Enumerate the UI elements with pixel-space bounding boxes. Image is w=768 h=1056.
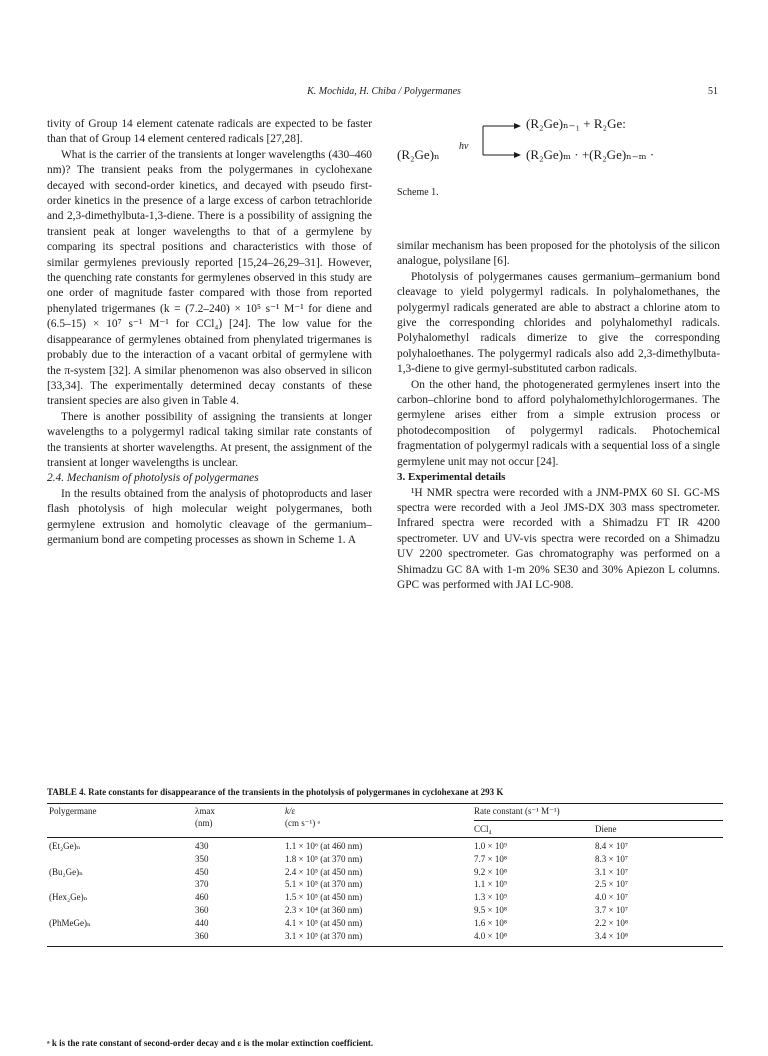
table-cell-diene: 3.7 × 10⁷ bbox=[595, 905, 628, 915]
table-cell-polygermane: (Hex₂Ge)ₙ bbox=[49, 892, 88, 903]
table-cell-polygermane: (Bu₂Ge)ₙ bbox=[49, 866, 84, 877]
table-cell-ccl4: 9.2 × 10⁸ bbox=[474, 866, 507, 877]
table-cell-ke: 1.5 × 10⁵ (at 450 nm) bbox=[285, 892, 363, 903]
header-ke-unit: (cm s⁻¹) ᵃ bbox=[285, 818, 320, 828]
table-cell-polygermane: (Et₂Ge)ₙ bbox=[49, 841, 81, 851]
reaction-scheme bbox=[397, 113, 727, 228]
table-cell-lambda: 360 bbox=[195, 930, 209, 941]
section-title: 3. Experimental details bbox=[397, 471, 506, 484]
paragraph: In the results obtained from the analysis of photoproducts and laser flash photolysis of high molecular weight polygermanes, both germylene extrusion and homolytic cleavage of the germanium–germanium bond are competing processes as shown in Scheme 1. A bbox=[47, 487, 372, 546]
paragraph: Photolysis of polygermanes causes germanium–germanium bond cleavage to yield polygermyl radicals. In polyhalomethanes, the polygermyl radicals generated are able to abstract a chlorine atom to give the corresponding chlorides and polyhalomethyl radicals. Polyhalomethyl radicals dimerize to give the corresponding polyhaloethanes. The polygermyl radicals also add 2,3-dimethylbuta-1,3-diene to give germyl-substituted carbon radicals. bbox=[397, 270, 720, 376]
table-cell-lambda: 450 bbox=[195, 866, 209, 877]
table-bottom-rule bbox=[47, 946, 723, 947]
table-cell-diene: 3.4 × 10⁸ bbox=[595, 930, 628, 941]
scheme-label: Scheme 1. bbox=[397, 187, 439, 198]
right-column bbox=[397, 239, 720, 593]
rate-constant-rule bbox=[474, 820, 723, 821]
table-cell-diene: 2.2 × 10⁸ bbox=[595, 917, 628, 928]
table-cell-lambda: 460 bbox=[195, 892, 209, 903]
table-cell-lambda: 350 bbox=[195, 853, 209, 864]
table-cell-diene: 8.4 × 10⁷ bbox=[595, 841, 628, 851]
table-header-rule bbox=[47, 837, 723, 838]
running-head: K. Mochida, H. Chiba / Polygermanes bbox=[307, 86, 461, 97]
header-rate-constant: Rate constant (s⁻¹ M⁻¹) bbox=[474, 806, 560, 816]
left-column bbox=[47, 117, 372, 548]
table-caption: TABLE 4. Rate constants for disappearance of the transients in the photolysis of polygermanes in cyclohexane at 293 K bbox=[47, 787, 504, 797]
table-cell-diene: 3.1 × 10⁷ bbox=[595, 866, 628, 877]
paragraph: ¹H NMR spectra were recorded with a JNM-PMX 60 SI. GC-MS spectra were recorded with a Jeol JMS-DX 303 mass spectrometer. Infrared spectra were recorded with a Shimadzu FT IR 4200 spectrometer. UV and UV-vis spectra were recorded on a Shimadzu UV 2200 spectrometer. Gas chromatography was performed on a Shimadzu GC 8A with 1-m 20% SE30 and 30% Apiezon L columns. GPC was performed with JAI LC-908. bbox=[397, 486, 720, 591]
table-cell-ccl4: 7.7 × 10⁸ bbox=[474, 853, 507, 864]
paragraph: What is the carrier of the transients at longer wavelengths (430–460 nm)? The transient peaks from the polygermanes in cyclohexane decayed with second-order kinetics, and decayed with pseudo first-order kinetics in the presence of a large excess of carbon tetrachloride and 2,3-dimethylbuta-1,3-diene. There is a possibility of assigning the transient peak at longer wavelengths to that of a germylene by comparing its spectral positions and characteristics with those of similar germylenes previously reported [15,24–26,29–31]. However, the quenching rate constants for germylenes observed in this study are one order of magnitude faster compared with those from reported phenylated trigermanes (k = (7.2–240) × 10⁵ s⁻¹ M⁻¹ for diene and (6.5–15) × 10⁷ s⁻¹ M⁻¹ for CCl₄) [24]. The low value for the disappearance of germylenes obtained from phenylated trigermanes is probably due to the interaction of a vacant orbital of germylene with the π-system [32]. A similar phenomenon was also observed in silicon [33,34]. The experimentally determined decay constants of these transient species are also given in Table 4. bbox=[47, 148, 372, 408]
header-ke: k/ε bbox=[285, 806, 296, 816]
table-cell-lambda: 370 bbox=[195, 879, 209, 890]
table-cell-ke: 1.1 × 10⁶ (at 460 nm) bbox=[285, 841, 363, 851]
table-cell-polygermane: (PhMeGe)ₙ bbox=[49, 917, 91, 928]
paragraph: There is another possibility of assigning the transients at longer wavelengths to a polygermyl radical taking similar rate constants of the transients at shorter wavelengths. At present, the assignment of the transient at longer wavelengths is unclear. bbox=[47, 410, 372, 469]
scheme-reactant: (R₂Ge)ₙ bbox=[397, 147, 440, 162]
scheme-product-upper: (R₂Ge)ₙ₋₁ + R₂Ge: bbox=[526, 116, 626, 131]
table-cell-ke: 2.3 × 10⁴ (at 360 nm) bbox=[285, 905, 363, 915]
hv-label: hν bbox=[459, 141, 469, 152]
table-footnote: ᵃ k is the rate constant of second-order decay and ε is the molar extinction coefficient. bbox=[47, 1038, 374, 1048]
subsection-title: 2.4. Mechanism of photolysis of polygermanes bbox=[47, 472, 259, 485]
table-cell-ccl4: 4.0 × 10⁸ bbox=[474, 930, 507, 941]
header-ccl4: CCl₄ bbox=[474, 824, 492, 834]
table-cell-lambda: 360 bbox=[195, 905, 209, 915]
table-cell-ke: 3.1 × 10⁵ (at 370 nm) bbox=[285, 930, 363, 941]
header-lambda-unit: (nm) bbox=[195, 818, 213, 828]
table-cell-diene: 8.3 × 10⁷ bbox=[595, 853, 628, 864]
paragraph: similar mechanism has been proposed for the photolysis of the silicon analogue, polysilane [6]. bbox=[397, 240, 720, 268]
table-cell-ccl4: 1.0 × 10⁹ bbox=[474, 841, 507, 851]
header-polygermane: Polygermane bbox=[49, 806, 97, 816]
page-number: 51 bbox=[708, 86, 718, 97]
table-cell-ke: 5.1 × 10⁵ (at 370 nm) bbox=[285, 879, 363, 890]
header-lambda: λmax bbox=[195, 806, 215, 816]
paragraph: tivity of Group 14 element catenate radicals are expected to be faster than that of Group 14 element centered radicals [27,28]. bbox=[47, 118, 372, 146]
table-cell-ccl4: 1.6 × 10⁸ bbox=[474, 917, 507, 928]
scheme-product-lower: (R₂Ge)ₘ · +(R₂Ge)ₙ₋ₘ · bbox=[526, 147, 655, 162]
table-cell-ke: 1.8 × 10⁵ (at 370 nm) bbox=[285, 853, 363, 864]
table-cell-lambda: 430 bbox=[195, 841, 209, 851]
table-cell-ke: 2.4 × 10⁵ (at 450 nm) bbox=[285, 866, 363, 877]
table-top-rule bbox=[47, 803, 723, 804]
table-cell-diene: 2.5 × 10⁷ bbox=[595, 879, 628, 890]
table-cell-ccl4: 1.3 × 10⁹ bbox=[474, 892, 507, 903]
paragraph: On the other hand, the photogenerated germylenes insert into the carbon–chlorine bond to afford polyhalomethylchlorogermanes. The germylene arises either from a simple extrusion process or photodecomposition of polygermyl radicals. Photochemical fragmentation of polygermyl radicals with a sequential loss of a single germylene unit may not occur [24]. bbox=[397, 378, 720, 468]
table-cell-ccl4: 1.1 × 10⁹ bbox=[474, 879, 507, 890]
header-diene: Diene bbox=[595, 824, 617, 834]
table-cell-ke: 4.1 × 10⁵ (at 450 nm) bbox=[285, 917, 363, 928]
table-cell-lambda: 440 bbox=[195, 917, 209, 928]
table-cell-diene: 4.0 × 10⁷ bbox=[595, 892, 628, 903]
page-header bbox=[0, 86, 768, 100]
table-cell-ccl4: 9.5 × 10⁸ bbox=[474, 905, 507, 915]
